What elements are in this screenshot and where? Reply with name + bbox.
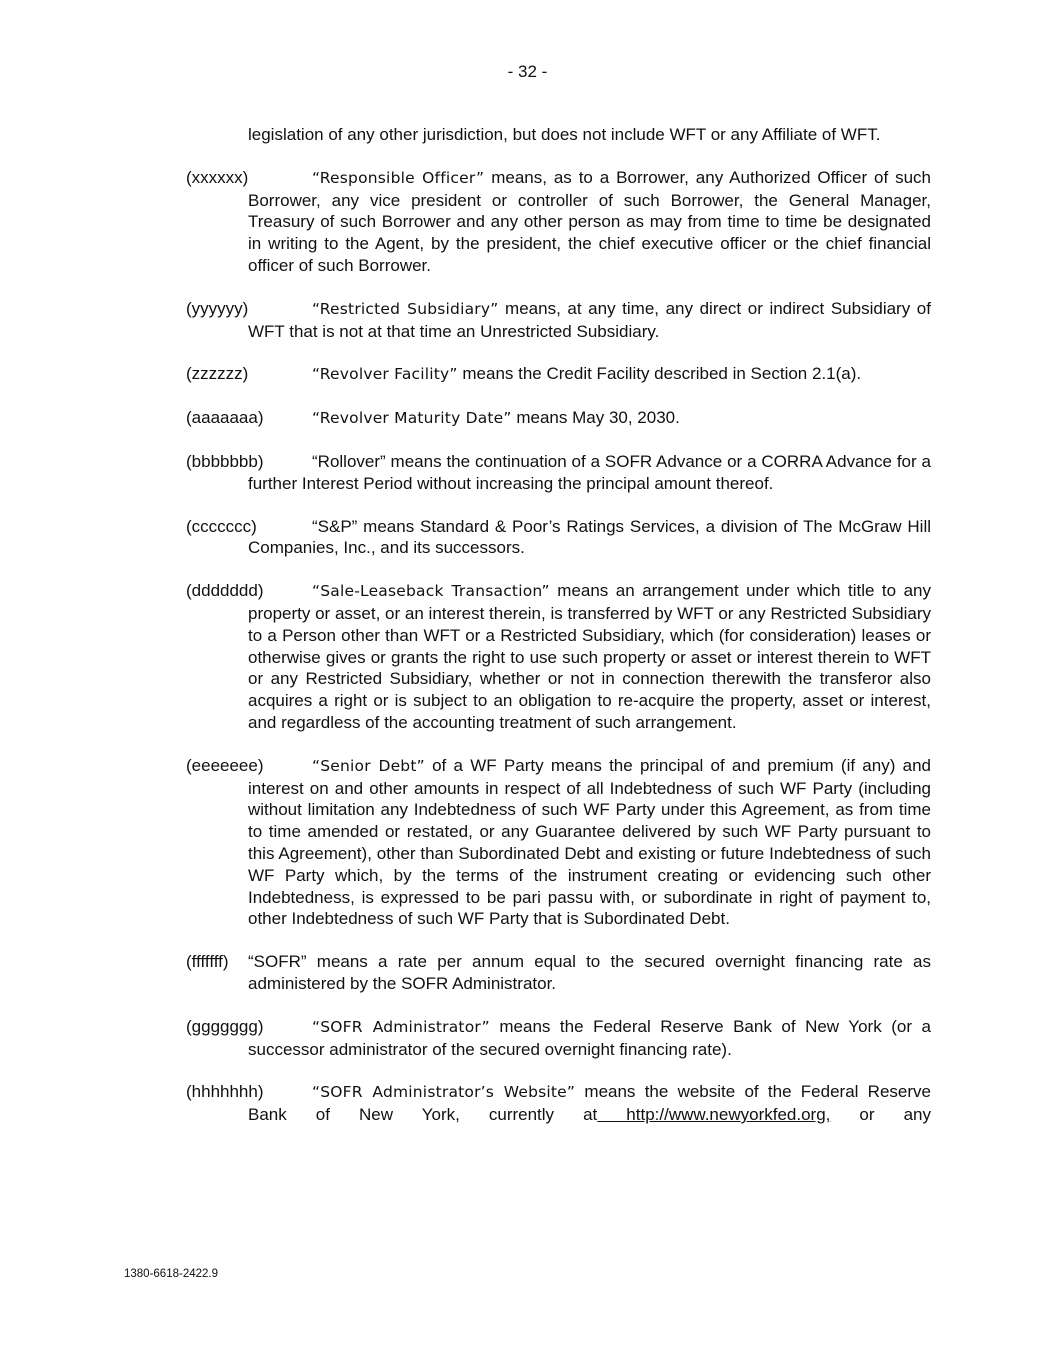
- definition-item: [186, 951, 931, 995]
- definition-item: [186, 755, 931, 930]
- definition-item: [186, 580, 931, 734]
- definition-item: [186, 407, 931, 430]
- defined-term: “Sale-Leaseback Transaction”: [312, 582, 550, 601]
- definition-text-after: or any: [830, 1105, 931, 1125]
- definition-text: means an arrangement under which title to any property or asset, or an interest therein, is transferred by WFT or any Restricted Subsidiary to a Person other than WFT or a Restricted Subsidiary, which (for consideration) leases or otherwise gives or grants the right to use such property or asset or interest therein to WFT or any Restricted Subsidiary, whether or not in connection therewith the transferor also acquires a right or is subject to an obligation to re-acquire the property, asset or interest, and regardless of the accounting treatment of such arrangement.: [248, 581, 931, 732]
- defined-term: “S&P”: [312, 516, 358, 536]
- defined-term: “Rollover”: [312, 451, 386, 471]
- definition-text: means Standard & Poor’s Ratings Services, a division of The McGraw Hill Companies, Inc., and its successors.: [248, 516, 931, 558]
- document-footer-id: 1380-6618-2422.9: [124, 1268, 218, 1280]
- item-label: (eeeeeee): [186, 755, 264, 775]
- definition-item: [186, 167, 932, 277]
- item-label: (fffffff): [186, 952, 229, 972]
- defined-term: “SOFR Administrator’s Website”: [312, 1083, 576, 1102]
- definition-item: [186, 1016, 931, 1061]
- item-label: (ddddddd): [186, 581, 264, 601]
- definition-text: means the Credit Facility described in Section 2.1(a).: [457, 364, 862, 384]
- definition-text: means a rate per annum equal to the secured overnight financing rate as administered by the SOFR Administrator.: [248, 952, 931, 993]
- defined-term: “Responsible Officer”: [312, 168, 485, 187]
- item-label: (hhhhhhh): [186, 1082, 264, 1102]
- definition-text: means the continuation of a SOFR Advance or a CORRA Advance for a further Interest Period without increasing the principal amount thereof.: [248, 451, 931, 493]
- continuation-paragraph: legislation of any other jurisdiction, but does not include WFT or any Affiliate of WFT.: [248, 125, 881, 144]
- defined-term: “Revolver Maturity Date”: [312, 409, 512, 428]
- defined-term: “Senior Debt”: [312, 756, 425, 775]
- item-label: (ccccccc): [186, 516, 257, 536]
- definition-item: [186, 1081, 931, 1126]
- item-label: (yyyyyy): [186, 298, 249, 318]
- defined-term: “SOFR”: [248, 952, 307, 972]
- definition-text: means, as to a Borrower, any Authorized Officer of such Borrower, any vice president or controller of such Borrower, the General Manager, Treasury of such Borrower and any other person as may from time to time be designated in writing to the Agent, by the president, the chief executive officer or the chief financial officer of such Borrower.: [248, 167, 932, 275]
- definition-item: [186, 451, 931, 495]
- document-body: [186, 124, 932, 1147]
- defined-term: “Revolver Facility”: [312, 365, 458, 384]
- definition-text: of a WF Party means the principal of and premium (if any) and interest on and other amounts in respect of all Indebtedness of such WF Party (including without limitation any Indebtedness of such WF Party under this Agreement, as from time to time amended or restated, or any Guarantee delivered by such WF Party pursuant to this Agreement), other than Subordinated Debt and existing or future Indebtedness of such WF Party which, by the terms of the instrument creating or evidencing such other Indebtedness, is expressed to be pari passu with, or subordinate in right of payment to, other Indebtedness of such WF Party that is Subordinated Debt.: [248, 755, 931, 929]
- definition-text: means, at any time, any direct or indirect Subsidiary of WFT that is not at that time an Unrestricted Subsidiary.: [248, 298, 931, 341]
- definition-item: [186, 363, 931, 386]
- definition-text: means the Federal Reserve Bank of New York (or a successor administrator of the secured overnight financing rate).: [248, 1016, 931, 1059]
- item-label: (aaaaaaa): [186, 408, 264, 428]
- definition-text: means the website of the Federal Reserve Bank of New York, currently at: [248, 1082, 931, 1125]
- defined-term: “Restricted Subsidiary”: [312, 299, 499, 318]
- item-label: (ggggggg): [186, 1016, 264, 1036]
- item-label: (xxxxxx): [186, 167, 249, 187]
- item-label: (bbbbbbb): [186, 451, 264, 471]
- definition-text: means May 30, 2030.: [511, 408, 680, 428]
- newyorkfed-link[interactable]: http://www.newyorkfed.org,: [597, 1105, 831, 1125]
- definition-item: [186, 516, 931, 560]
- item-label: (zzzzzz): [186, 364, 249, 384]
- page-number: - 32 -: [507, 62, 548, 81]
- defined-term: “SOFR Administrator”: [312, 1017, 490, 1036]
- definition-item: [186, 298, 931, 343]
